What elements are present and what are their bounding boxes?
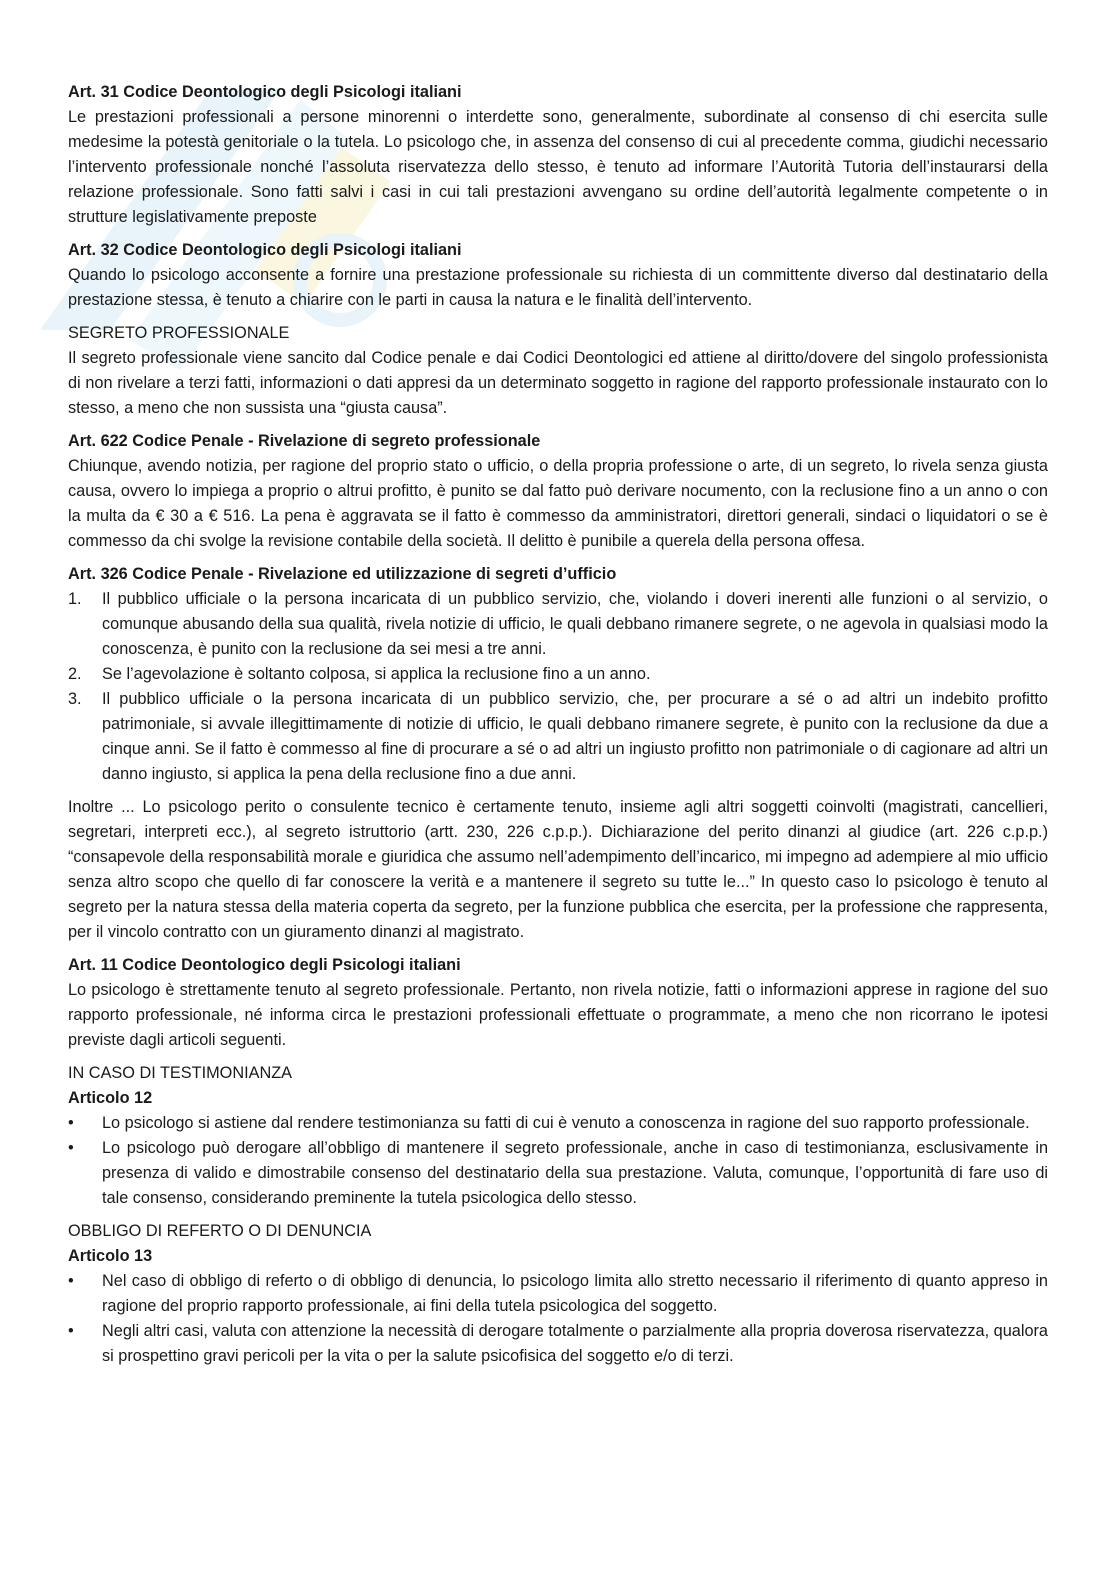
list-item bbox=[68, 687, 1048, 787]
list-item-text: Negli altri casi, valuta con attenzione la necessità di derogare totalmente o parzialmente alla propria doverosa riservatezza, qualora si prospettino gravi pericoli per la vita o per la salute psicofisica del soggetto e/o di terzi. bbox=[102, 1322, 1048, 1365]
section-heading: Art. 32 Codice Deontologico degli Psicologi italiani bbox=[68, 241, 462, 259]
list-marker: 1. bbox=[68, 590, 82, 608]
section-heading: IN CASO DI TESTIMONIANZA bbox=[68, 1064, 293, 1082]
list-item-text: Se l’agevolazione è soltanto colposa, si applica la reclusione fino a un anno. bbox=[102, 665, 651, 683]
list-item-text: Il pubblico ufficiale o la persona incaricata di un pubblico servizio, che, violando i doveri inerenti alle funzioni o al servizio, o comunque abusando della sua qualità, rivela notizie di ufficio, le quali debbano rimanere segrete, o ne agevola in qualsiasi modo la conoscenza, è punito con la reclusione da sei mesi a tre anni. bbox=[102, 590, 1048, 658]
list-item bbox=[68, 1269, 1048, 1319]
section-body: Lo psicologo è strettamente tenuto al segreto professionale. Pertanto, non rivela notizie, fatti o informazioni apprese in ragione del suo rapporto professionale, né informa circa le prestazioni professionali effettuate o programmate, a meno che non ricorrano le ipotesi previste dagli articoli seguenti. bbox=[68, 981, 1048, 1049]
section-heading: Art. 31 Codice Deontologico degli Psicologi italiani bbox=[68, 83, 462, 101]
section-heading: Art. 622 Codice Penale - Rivelazione di segreto professionale bbox=[68, 432, 541, 450]
section-heading: Art. 326 Codice Penale - Rivelazione ed utilizzazione di segreti d’ufficio bbox=[68, 565, 617, 583]
list-item bbox=[68, 1136, 1048, 1211]
bullet-marker: • bbox=[68, 1114, 74, 1132]
section-inoltre bbox=[68, 795, 1048, 945]
section-subheading: Articolo 13 bbox=[68, 1247, 153, 1265]
list-item-text: Il pubblico ufficiale o la persona incaricata di un pubblico servizio, che, per procurare a sé o ad altri un indebito profitto patrimoniale, si avvale illegittimamente di notizie di ufficio, le quali debbano rimanere segrete, è punito con la reclusione da due a cinque anni. Se il fatto è commesso al fine di procurare a sé o ad altri un ingiusto profitto non patrimoniale o di cagionare ad altri un danno ingiusto, si applica la pena della reclusione fino a due anni. bbox=[102, 690, 1048, 783]
section-referto bbox=[68, 1219, 1048, 1369]
bullet-list bbox=[68, 1269, 1048, 1369]
section-art622 bbox=[68, 429, 1048, 554]
list-item bbox=[68, 587, 1048, 662]
section-testimonianza bbox=[68, 1061, 1048, 1211]
section-heading: Art. 11 Codice Deontologico degli Psicologi italiani bbox=[68, 956, 461, 974]
bullet-marker: • bbox=[68, 1272, 74, 1290]
document-page bbox=[68, 80, 1048, 1377]
bullet-marker: • bbox=[68, 1139, 74, 1157]
list-marker: 3. bbox=[68, 690, 82, 708]
list-item-text: Nel caso di obbligo di referto o di obbligo di denuncia, lo psicologo limita allo stretto necessario il riferimento di quanto appreso in ragione del proprio rapporto professionale, ai fini della tutela psicologica del soggetto. bbox=[102, 1272, 1048, 1315]
list-item-text: Lo psicologo si astiene dal rendere testimonianza su fatti di cui è venuto a conoscenza in ragione del suo rapporto professionale. bbox=[102, 1114, 1030, 1132]
section-body: Quando lo psicologo acconsente a fornire una prestazione professionale su richiesta di un committente diverso dal destinatario della prestazione stessa, è tenuto a chiarire con le parti in causa la natura e le finalità dell’intervento. bbox=[68, 266, 1048, 309]
list-item bbox=[68, 1111, 1048, 1136]
section-subheading: Articolo 12 bbox=[68, 1089, 153, 1107]
list-item bbox=[68, 1319, 1048, 1369]
list-item-text: Lo psicologo può derogare all’obbligo di mantenere il segreto professionale, anche in caso di testimonianza, esclusivamente in presenza di valido e dimostrabile consenso del destinatario della sua prestazione. Valuta, comunque, l’opportunità di fare uso di tale consenso, considerando preminente la tutela psicologica dello stesso. bbox=[102, 1139, 1048, 1207]
bullet-marker: • bbox=[68, 1322, 74, 1340]
list-marker: 2. bbox=[68, 665, 82, 683]
section-art31 bbox=[68, 80, 1048, 230]
section-body: Inoltre ... Lo psicologo perito o consulente tecnico è certamente tenuto, insieme agli altri soggetti coinvolti (magistrati, cancellieri, segretari, interpreti ecc.), al segreto istruttorio (artt. 230, 226 c.p.p.). Dichiarazione del perito dinanzi al giudice (art. 226 c.p.p.) “consapevole della responsabilità morale e giuridica che assumo nell’adempimento dell’incarico, mi impegno ad adempiere al mio ufficio senza altro scopo che quello di far conoscere la verità e a mantenere il segreto su tutte le...” In questo caso lo psicologo è tenuto al segreto per la natura stessa della materia coperta da segreto, per la funzione pubblica che esercita, per la professione che rappresenta, per il vincolo contratto con un giuramento dinanzi al magistrato. bbox=[68, 798, 1048, 941]
list-item bbox=[68, 662, 1048, 687]
section-art326 bbox=[68, 562, 1048, 787]
section-body: Le prestazioni professionali a persone minorenni o interdette sono, generalmente, subordinate al consenso di chi esercita sulle medesime la potestà genitoriale o la tutela. Lo psicologo che, in assenza del consenso di cui al precedente comma, giudichi necessario l’intervento professionale nonché l’assoluta riservatezza dello stesso, è tenuto ad informare l’Autorità Tutoria dell’instaurarsi della relazione professionale. Sono fatti salvi i casi in cui tali prestazioni avvengano su ordine dell’autorità legalmente competente o in strutture legislativamente preposte bbox=[68, 108, 1048, 226]
bullet-list bbox=[68, 1111, 1048, 1211]
section-body: Chiunque, avendo notizia, per ragione del proprio stato o ufficio, o della propria professione o arte, di un segreto, lo rivela senza giusta causa, ovvero lo impiega a proprio o altrui profitto, è punito se dal fatto può derivare nocumento, con la reclusione fino a un anno o con la multa da € 30 a € 516. La pena è aggravata se il fatto è commesso da amministratori, direttori generali, sindaci o liquidatori o se è commesso da chi svolge la revisione contabile della società. Il delitto è punibile a querela della persona offesa. bbox=[68, 457, 1048, 550]
section-art11 bbox=[68, 953, 1048, 1053]
section-body: Il segreto professionale viene sancito dal Codice penale e dai Codici Deontologici ed attiene al diritto/dovere del singolo professionista di non rivelare a terzi fatti, informazioni o dati appresi da un determinato soggetto in ragione del rapporto professionale instaurato con lo stesso, a meno che non sussista una “giusta causa”. bbox=[68, 349, 1048, 417]
section-art32 bbox=[68, 238, 1048, 313]
section-heading: SEGRETO PROFESSIONALE bbox=[68, 324, 290, 342]
numbered-list bbox=[68, 587, 1048, 787]
section-heading: OBBLIGO DI REFERTO O DI DENUNCIA bbox=[68, 1222, 372, 1240]
section-segreto-professionale bbox=[68, 321, 1048, 421]
